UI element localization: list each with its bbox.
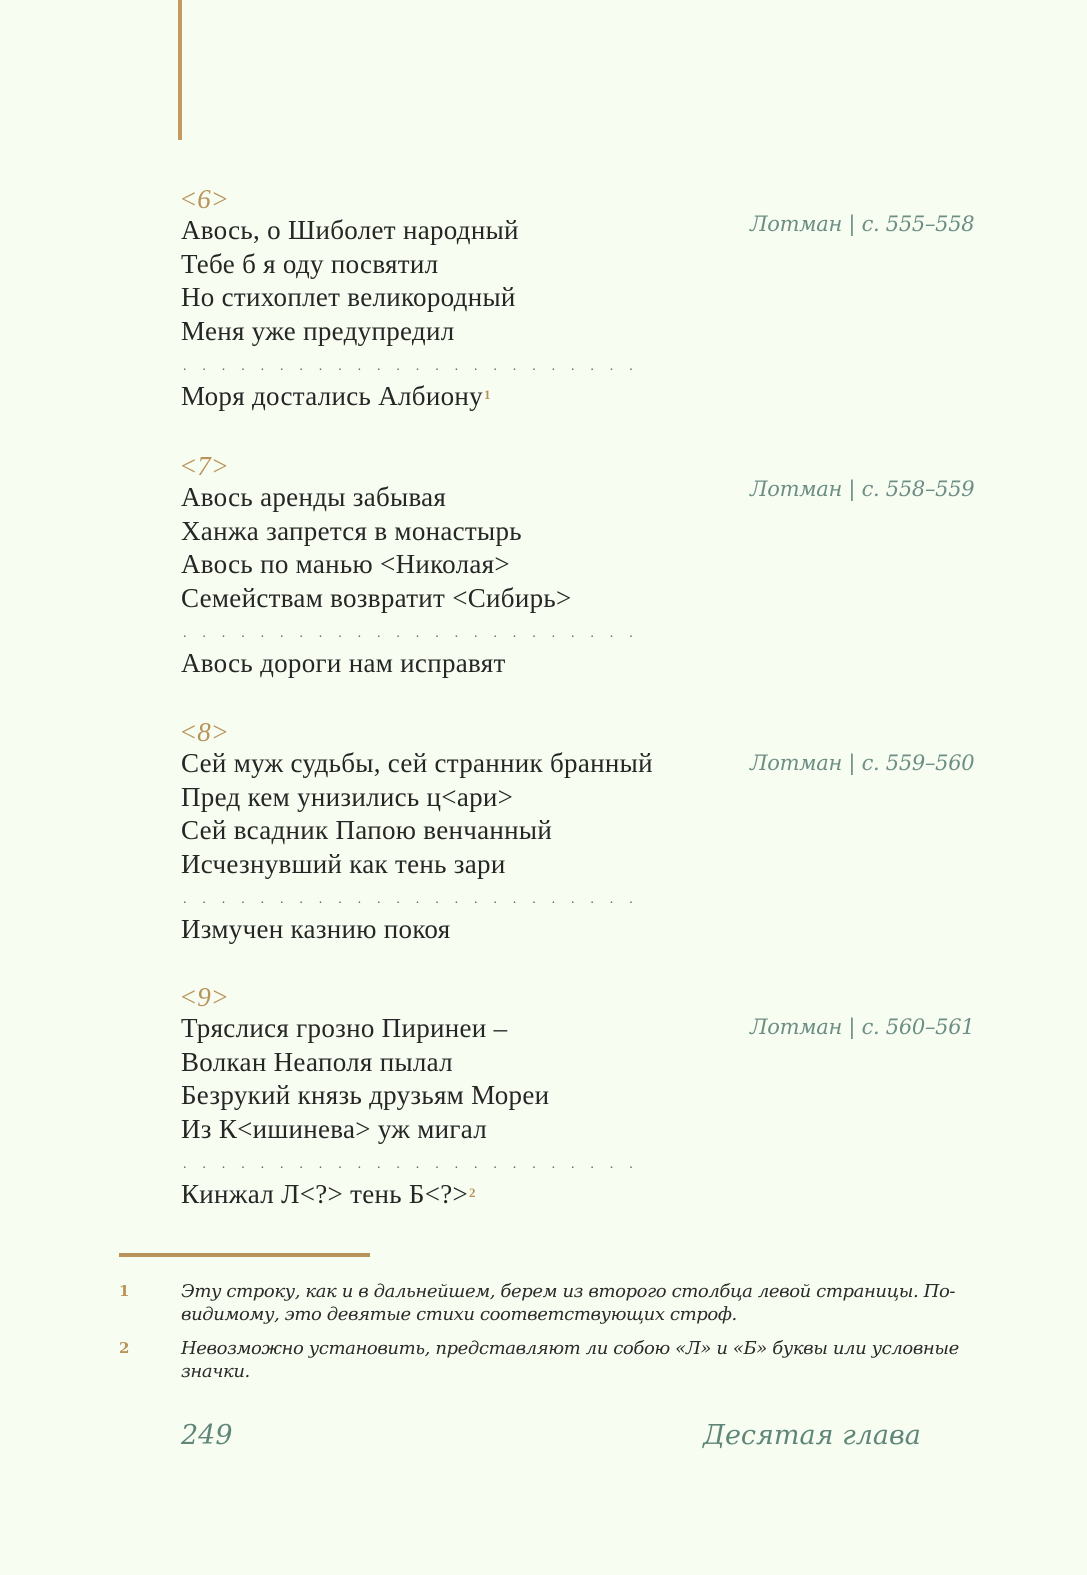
- footnote-number: 2: [119, 1339, 130, 1357]
- verse-line: Авось аренды забывая: [181, 482, 447, 512]
- stanza-number: <6>: [179, 184, 229, 214]
- stanza-number: <9>: [179, 982, 229, 1012]
- verse-line: Пред кем унизились ц<ари>: [181, 781, 514, 812]
- verse-last-line: Кинжал Л<?> тень Б<?>$^2$: [181, 1179, 476, 1209]
- verse-line: Волкан Неаполя пылал: [181, 1046, 453, 1077]
- lotman-reference: Лотман | с. 560–561: [750, 1015, 975, 1039]
- verse-line: Ханжа запрется в монастырь: [181, 515, 522, 546]
- verse-line: Сей муж судьбы, сей странник бранный: [181, 748, 653, 778]
- decorative-vertical-rule: [178, 0, 182, 140]
- verse-line: Из К<ишинева> уж мигал: [181, 1113, 488, 1144]
- page-number: 249: [181, 1420, 233, 1451]
- verse-last-line: Авось дороги нам исправят: [181, 648, 506, 678]
- lotman-reference: Лотман | с. 558–559: [750, 477, 975, 501]
- verse-line: Авось по манью <Николая>: [181, 549, 510, 579]
- running-head-chapter-title: Десятая глава: [703, 1420, 921, 1451]
- omission-dot-leader: . . . . . . . . . . . . . . . . . . . . . . . .: [183, 892, 639, 907]
- verse-line: Меня уже предупредил: [181, 315, 455, 346]
- verse-line: Тебе б я оду посвятил: [181, 248, 439, 279]
- footnote-marker-link[interactable]: 1: [483, 387, 491, 402]
- footnote-separator-rule: [119, 1253, 370, 1257]
- verse-line: Авось, о Шиболет народный: [181, 215, 519, 245]
- verse-line: Семействам возвратит <Сибирь>: [181, 582, 572, 613]
- verse-last-line: Моря достались Албиону$^1$: [181, 381, 491, 411]
- verse-line: Но стихоплет великородный: [181, 282, 516, 312]
- lotman-reference: Лотман | с. 559–560: [750, 751, 975, 775]
- omission-dot-leader: . . . . . . . . . . . . . . . . . . . . . . . .: [183, 626, 639, 641]
- lotman-reference: Лотман | с. 555–558: [750, 212, 975, 236]
- omission-dot-leader: . . . . . . . . . . . . . . . . . . . . . . . .: [183, 359, 639, 374]
- footnote-number: 1: [119, 1282, 130, 1300]
- verse-line: Тряслися грозно Пиринеи –: [181, 1013, 508, 1043]
- footnote-text: Невозможно установить, представляют ли собою «Л» и «Б» буквы или условные значки.: [181, 1338, 959, 1382]
- stanza-number: <7>: [179, 451, 229, 481]
- verse-last-line: Измучен казнию покоя: [181, 914, 451, 944]
- verse-line: Безрукий князь друзьям Мореи: [181, 1080, 550, 1110]
- omission-dot-leader: . . . . . . . . . . . . . . . . . . . . . . . .: [183, 1157, 639, 1172]
- footnote-marker-link[interactable]: 2: [469, 1185, 476, 1200]
- stanza-number: <8>: [179, 717, 229, 747]
- verse-line: Сей всадник Папою венчанный: [181, 815, 553, 845]
- verse-line: Исчезнувший как тень зари: [181, 848, 506, 879]
- footnote-text: Эту строку, как и в дальнейшем, берем из второго столбца левой страницы. По-видимому, это девятые стихи соответствующих строф.: [181, 1281, 956, 1325]
